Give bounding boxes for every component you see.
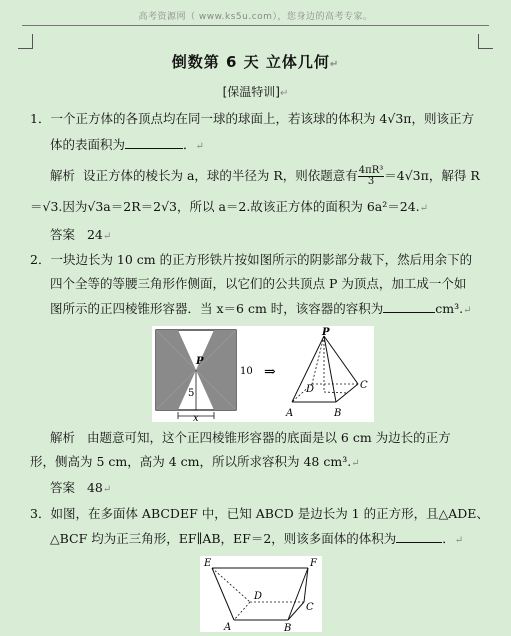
edge-DA (234, 602, 250, 620)
q1-line-2: 体的表面积为 ．↵ (50, 137, 204, 152)
label-B: B (334, 408, 342, 419)
label-C: C (360, 380, 368, 391)
q1-solution-line-1: 解析 设正方体的棱长为 a，球的半径为 R，则依题意有 $\frac{\text{4πR³}}{3}$ ＝4√3π，解得 R (50, 165, 480, 187)
edge-ED (212, 568, 250, 602)
label-A: A (286, 408, 294, 419)
q3-line-2: △BCF 均为正三角形，EF∥AB，EF＝2，则该多面体的体积为 ．↵ (50, 531, 464, 546)
q1-line-1: 1．一个正方体的各顶点均在同一球的球面上，若该球的体积为 4√3π，则该正方 (30, 111, 475, 126)
q2-answer-label: 答案 (50, 480, 76, 495)
label-five: 5 (188, 388, 195, 399)
edge-EA (212, 568, 234, 620)
edge-BC (288, 602, 304, 620)
label-C: C (306, 602, 314, 613)
q2-answer-value: 48 (86, 480, 103, 495)
crop-mark-left (18, 34, 33, 49)
q1-answer-line: 答案 24↵ (50, 227, 112, 242)
q3-line-1: 3．如图，在多面体 ABCDEF 中，已知 ABCD 是边长为 1 的正方形，且△ADE、 (30, 506, 489, 521)
label-E: E (204, 558, 212, 569)
q1-answer-blank (125, 136, 183, 149)
q2-number: 2． (30, 252, 51, 267)
q3-answer-blank (396, 530, 442, 543)
crop-mark-right (478, 34, 493, 49)
page-header: 高考资源网（ www.ks5u.com），您身边的高考专家。 (138, 12, 373, 22)
label-D: D (254, 591, 263, 602)
q2-answer-blank (383, 300, 435, 313)
q1-number: 1． (30, 111, 51, 126)
edge-PD (312, 336, 324, 384)
q2-solution-line-1: 解析 由题意可知，这个正四棱锥形容器的底面是以 6 cm 为边长的正方 (50, 430, 451, 445)
label-B: B (284, 623, 292, 632)
page-title: 倒数第 6 天 立体几何↵ (171, 53, 340, 71)
label-P: P (322, 327, 330, 338)
arrow: ⇒ (264, 364, 276, 380)
q2-figure (152, 326, 374, 422)
q2-line-1: 2．一块边长为 10 cm 的正方形铁片按如图所示的阴影部分裁下，然后用余下的 (30, 252, 473, 267)
label-D: D (306, 384, 315, 395)
q3-figure-svg (200, 556, 322, 632)
q2-figure-svg (152, 326, 374, 422)
q1-answer-value: 24 (86, 227, 103, 242)
q3-number: 3． (30, 506, 51, 521)
label-A: A (224, 622, 232, 632)
q2-solution-line-2: 形，侧高为 5 cm，高为 4 cm，所以所求容积为 48 cm³.↵ (30, 454, 360, 469)
section-subtitle: [保温特训]↵ (222, 85, 289, 99)
label-ten: 10 (240, 366, 253, 377)
edge-PC (324, 336, 358, 384)
q2-line-2: 四个全等的等腰三角形作侧面，以它们的公共顶点 P 为顶点，加工成一个如 (50, 276, 467, 291)
q1-answer-label: 答案 (50, 227, 76, 242)
label-P-flat: P (196, 356, 204, 367)
q2-answer-line: 答案 48↵ (50, 480, 112, 495)
q2-solution-label: 解析 (50, 430, 76, 445)
q1-solution-label: 解析 (50, 168, 76, 183)
q1-solution-line-2: ＝√3.因为√3a＝2R＝2√3，所以 a＝2.故该正方体的面积为 6a²＝24.↵ (30, 199, 429, 214)
label-x: x (193, 413, 199, 422)
q3-figure (200, 556, 322, 632)
header-rule (22, 25, 489, 26)
q2-line-3: 图所示的正四棱锥形容器．当 x＝6 cm 时，该容器的容积为 cm³.↵ (50, 301, 472, 316)
label-F: F (310, 558, 317, 569)
q1-fraction: $\frac{\text{4πR³}}{3}$ (358, 165, 384, 187)
